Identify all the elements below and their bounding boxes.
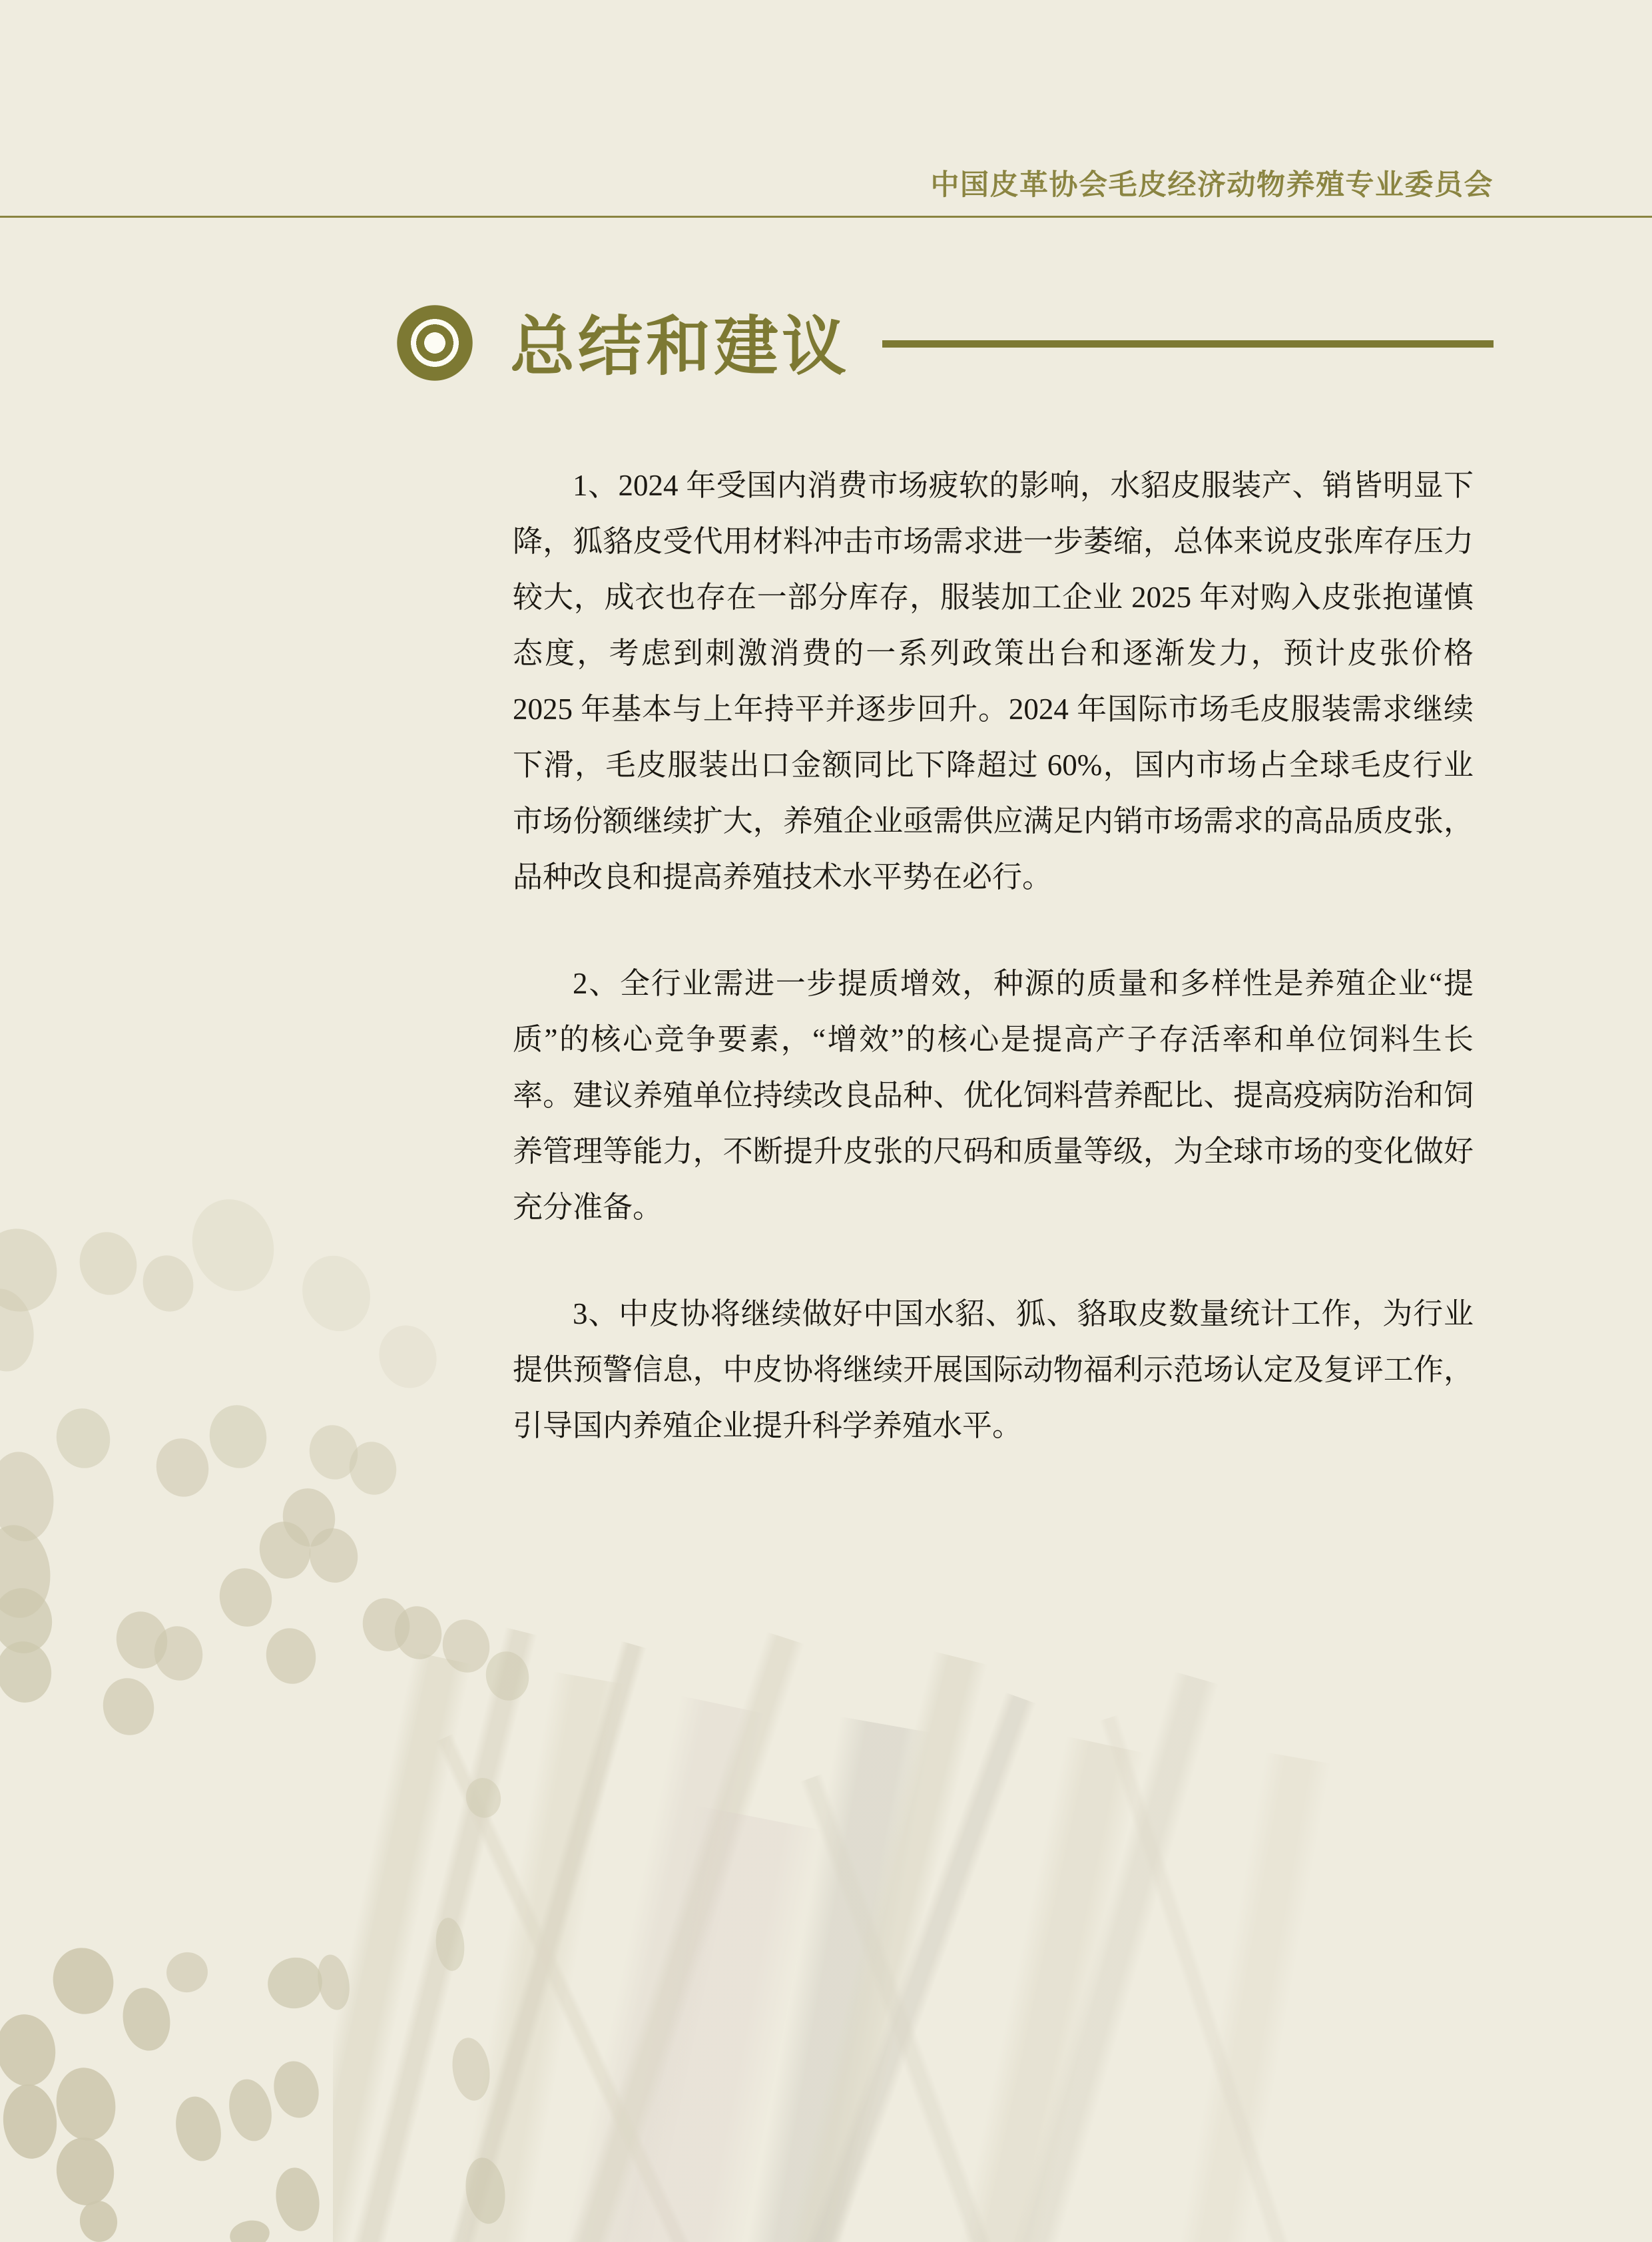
- decor-dot: [204, 1400, 272, 1474]
- decor-streak: [691, 1651, 987, 2242]
- body-paragraph: 3、中皮协将继续做好中国水貂、狐、貉取皮数量统计工作，为行业提供预警信息，中皮协将继续开展国际动物福利示范场认定及复评工作，引导国内养殖企业提升科学养殖水平。: [513, 1297, 1474, 1442]
- title-decor-line: [882, 340, 1494, 348]
- section-title: 总结和建议: [510, 310, 850, 383]
- decor-dot: [46, 1941, 121, 2021]
- decor-dot: [0, 1583, 57, 1658]
- decor-dot: [271, 2164, 324, 2235]
- decor-dot: [0, 1220, 66, 1320]
- decor-dot: [149, 1621, 207, 1685]
- decor-streak: [346, 1641, 647, 2242]
- header-divider-line: [0, 216, 1652, 218]
- decor-streak: [1099, 1715, 1427, 2242]
- decor-dot: [0, 2082, 59, 2161]
- decor-dot: [118, 1984, 174, 2055]
- decor-streak: [858, 1737, 1144, 2242]
- decor-dot: [433, 1916, 467, 1972]
- decor-dot: [481, 1647, 533, 1705]
- decor-dot: [52, 2134, 118, 2209]
- decor-dot: [0, 1448, 59, 1545]
- body-content: [513, 457, 1474, 1504]
- decor-dot: [461, 2155, 509, 2226]
- decor-streak: [516, 1805, 824, 2242]
- decor-streak: [458, 1632, 805, 2242]
- decor-dot: [314, 1952, 354, 2013]
- decor-streak: [899, 1671, 1219, 2242]
- decor-dot: [0, 2010, 60, 2090]
- decor-dot: [268, 2056, 325, 2122]
- decor-dot: [77, 2198, 121, 2242]
- decor-dot: [370, 1317, 445, 1396]
- decor-dot: [344, 1438, 401, 1500]
- streaks-decoration: [333, 1618, 1652, 2242]
- decor-streak: [1092, 1752, 1331, 2242]
- decor-dot: [228, 2217, 272, 2242]
- decor-streak: [333, 1652, 472, 2242]
- decor-dot: [51, 1404, 116, 1474]
- body-paragraph: 2、全行业需进一步提质增效，种源的质量和多样性是养殖企业“提质”的核心竞争要素，“增效”的核心是提高产子存活率和单位饲料生长率。建议养殖单位持续改良品种、优化饲料营养配比、提高疫病防治和饲养管理等能力，不断提升皮张的尺码和质量等级，为全球市场的变化做好充分准备。: [513, 967, 1474, 1224]
- decor-dot: [449, 2036, 494, 2103]
- decor-streak: [435, 1734, 875, 2242]
- decor-dot: [390, 1602, 446, 1664]
- decor-dot: [254, 1517, 316, 1583]
- decor-dot: [0, 1521, 56, 1623]
- decor-streak: [663, 1692, 1036, 2242]
- decor-dot: [304, 1420, 362, 1484]
- decor-dot: [73, 1226, 144, 1302]
- decor-dot: [170, 2092, 227, 2165]
- decor-streak: [667, 1717, 932, 2242]
- decor-dot: [0, 1637, 56, 1707]
- bullseye-icon: [397, 305, 473, 381]
- decor-dot: [162, 1948, 212, 1996]
- decor-streak: [800, 1774, 1164, 2242]
- decor-streak: [380, 1671, 625, 2242]
- decor-streak: [473, 1695, 765, 2242]
- decor-dot: [304, 1524, 362, 1587]
- decor-dot: [111, 1607, 172, 1673]
- decor-dot: [224, 2076, 277, 2145]
- decor-dot: [463, 1775, 504, 1821]
- decor-dot: [437, 1615, 494, 1677]
- decor-dot: [292, 1246, 380, 1340]
- decor-dot: [98, 1673, 159, 1740]
- decor-dot: [358, 1594, 414, 1656]
- body-paragraph: 1、2024 年受国内消费市场疲软的影响，水貂皮服装产、销皆明显下降，狐貉皮受代用材料冲击市场需求进一步萎缩，总体来说皮张库存压力较大，成衣也存在一部分库存，服装加工企业 2025 年对购入皮张抱谨慎态度，考虑到刺激消费的一系列政策出台和逐渐发力，预计皮张价格 2025 年基本与上年持平并逐步回升。2024 年国际市场毛皮服装需求继续下滑，毛皮服装出口金额同比下降超过 60%，国内市场占全球毛皮行业市场份额继续扩大，养殖企业亟需供应满足内销市场需求的高品质皮张，品种改良和提高养殖技术水平势在必行。: [513, 469, 1474, 894]
- decor-dot: [180, 1188, 287, 1303]
- decor-dot: [278, 1484, 341, 1551]
- decor-dot: [151, 1434, 214, 1502]
- decor-dot: [214, 1563, 278, 1631]
- page-header-committee-name: 中国皮革协会毛皮经济动物养殖专业委员会: [930, 169, 1494, 201]
- decor-dot: [137, 1250, 199, 1318]
- decor-dot: [0, 1284, 40, 1376]
- decor-dot: [262, 1952, 328, 2014]
- decor-dot: [51, 2063, 121, 2145]
- decor-dot: [261, 1623, 321, 1689]
- decor-streak: [333, 1627, 537, 2242]
